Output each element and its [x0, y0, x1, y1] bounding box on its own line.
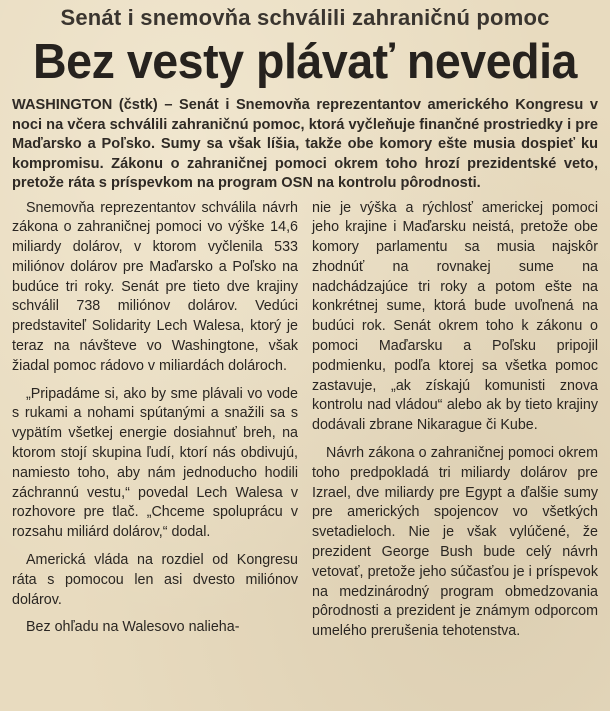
paragraph: Návrh zákona o zahraničnej pomoci okrem toho predpokladá tri miliardy dolárov pre Izrael, dve miliardy pre Egypt a ďalšie sumy pre amerických spojencov vo všetkých svetadieloch. Nie je však vylúčené, že prezident George Bush bude celý návrh vetovať, pretože jeho súčasťou je i príspevok na medzinárodný program obmedzovania pôrodnosti a prezident je známym odporcom umelého prerušenia tehotenstva.: [312, 445, 598, 640]
column-left: [12, 199, 298, 651]
article-kicker: Senát i snemovňa schválili zahraničnú pomoc: [60, 5, 550, 30]
article-headline: Bez vesty plávať nevedia: [33, 35, 577, 89]
paragraph: „Pripadáme si, ako by sme plávali vo vode s rukami a nohami spútanými a snažili sa s vypätím všetkej energie dosiahnuť breh, na ktorom stojí skupina ľudí, ktorí nás obdivujú, namiesto toho, aby nám jednoducho hodili záchrannú vestu,“ povedal Lech Walesa v rozhovore pre tlač. „Chceme spoluprácu v rozsahu miliárd dolárov,“ dodal.: [12, 385, 298, 541]
paragraph: Snemovňa reprezentantov schválila návrh zákona o zahraničnej pomoci vo výške 14,6 miliardy dolárov, v ktorom vyčlenila 533 miliónov dolárov pre Maďarsko a Poľsko na budúce tri roky. Senát pre tieto dve krajiny schválil 738 miliónov dolárov. Vedúci predstaviteľ Solidarity Lech Walesa, ktorý je teraz na návšteve vo Washingtone, však žiadal pomoc rádovo v miliardách dolároch.: [12, 199, 298, 374]
column-right: [312, 199, 598, 651]
paragraph: nie je výška a rýchlosť americkej pomoci jeho krajine i Maďarsku neistá, pretože obe komory parlamentu sa musia najskôr zhodnúť na rovnakej sume na nadchádzajúce tri roky a potom ešte na konkrétnej sume, ktorá bude uvoľnená na budúci rok. Senát okrem toho k zákonu o pomoci Maďarsku a Poľsku pripojil podmienku, podľa ktorej sa všetka pomoc zastavuje, „ak získajú komunisti znova kontrolu nad vládou“ alebo ak by tieto krajiny dodávali zbrane Nikarague či Kube.: [312, 199, 598, 434]
article-lead: WASHINGTON (čstk) – Senát i Snemovňa reprezentantov amerického Kongresu v noci na včera schválili zahraničnú pomoc, ktorá vyčleňuje finančné prostriedky i pre Maďarsko a Poľsko. Sumy sa však líšia, takže obe komory ešte musia dospieť ku kompromisu. Zákonu o zahraničnej pomoci okrem toho hrozí prezidentské veto, pretože ráta s príspevkom na program OSN na kontrolu pôrodnosti.: [12, 97, 598, 191]
paragraph: Americká vláda na rozdiel od Kongresu ráta s pomocou len asi dvesto miliónov dolárov.: [12, 552, 298, 608]
article-body: [12, 199, 598, 651]
paragraph: Bez ohľadu na Walesovo nalieha-: [26, 619, 240, 636]
